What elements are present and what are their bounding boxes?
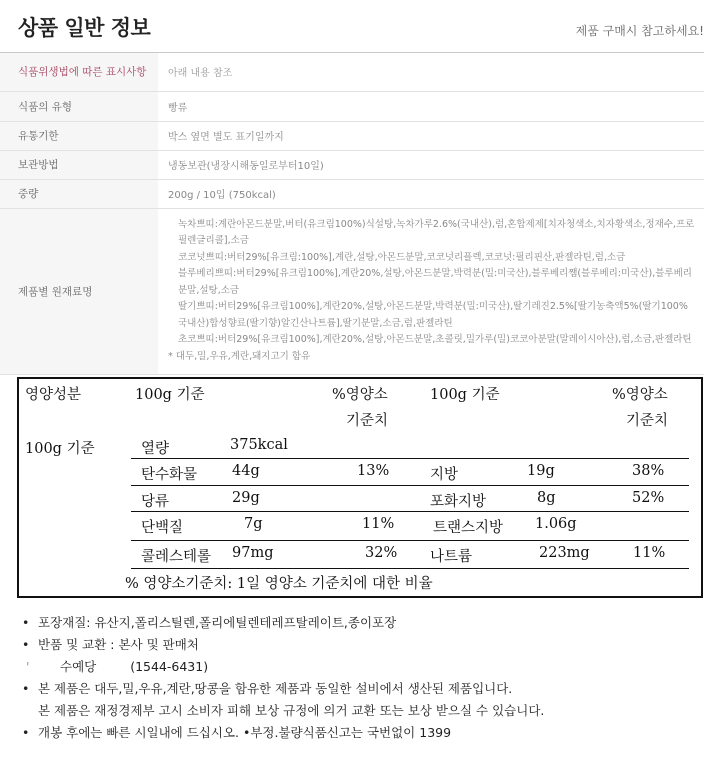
info-label: 제품별 원재료명 (0, 208, 158, 374)
bullet-icon: • (22, 681, 30, 696)
nutrient-dv: 32% (365, 545, 398, 561)
company-phone: (1544-6431) (130, 659, 209, 674)
bullet-icon: • (22, 615, 30, 630)
nutrition-side-basis: 100g 기준 (25, 441, 95, 457)
notice-compensation: 본 제품은 재정경제부 고시 소비자 피해 보상 규정에 의거 교환 또는 보상 받으실 수 있습니다. (38, 703, 545, 718)
notice-list (22, 612, 702, 744)
nutrient-value: 44g (232, 463, 260, 479)
nutrient-label: 콜레스테롤 (141, 549, 212, 565)
nutrient-value: 29g (232, 490, 260, 506)
info-label: 식품위생법에 따른 표시사항 (0, 53, 158, 91)
product-info-table (0, 53, 704, 375)
notice-facility (22, 678, 702, 700)
nutrition-footnote: % 영양소기준치: 1일 영양소 기준치에 대한 비율 (125, 576, 433, 592)
nutrient-dv: 13% (357, 463, 390, 479)
page-header (0, 0, 720, 56)
nutrient-value: 19g (527, 463, 555, 479)
info-row-food-type (0, 91, 704, 121)
info-row-expiry (0, 121, 704, 150)
nutrient-value: 8g (537, 490, 556, 506)
allergen-note: * 대두,밀,우유,계란,돼지고기 함유 (168, 350, 311, 362)
nutrition-dv-header-a-1: %영양소 (332, 387, 388, 403)
bullet-icon: • (22, 725, 30, 740)
calorie-label: 열량 (141, 441, 170, 457)
ingredients-cell (158, 208, 704, 374)
nutrition-basis-b: 100g 기준 (430, 387, 500, 403)
nutrition-dv-header-b-1: %영양소 (612, 387, 668, 403)
page-title: 상품 일반 정보 (18, 16, 151, 40)
info-value: 200g / 10입 (750kcal) (158, 179, 704, 208)
notice-returns (22, 634, 702, 656)
nutrient-label: 나트륨 (430, 549, 473, 565)
nutrition-dv-header-a-2: 기준치 (346, 413, 389, 429)
notice-text: 포장재질: 유산지,폴리스틸렌,폴리에틸렌테레프탈레이트,종이포장 (38, 615, 397, 630)
nutrient-label: 트랜스지방 (433, 520, 504, 536)
nutrient-label: 지방 (430, 467, 459, 483)
nutrient-label: 단백질 (141, 520, 184, 536)
nutrition-row-divider (131, 485, 689, 486)
notice-after-open (22, 722, 702, 744)
ingredient-choco: 초코쁘띠:버터29%[유크림100%],계란20%,설탕,아몬드분말,초콜릿,밀가루(밀)코코아분말(말레이시아산),럼,소금,판젤라틴 (178, 334, 692, 346)
company-name: 수예당 (60, 659, 97, 674)
notice-text: 개봉 후에는 빠른 시일내에 드십시오. •부정.불량식품신고는 국번없이 1399 (38, 725, 452, 740)
nutrition-basis-a: 100g 기준 (135, 387, 205, 403)
tick-mark: ' (26, 659, 30, 674)
calorie-value: 375kcal (230, 437, 288, 453)
nutrition-row-divider (131, 511, 689, 512)
nutrition-row-divider (131, 540, 689, 541)
nutrition-row-divider (131, 458, 689, 459)
info-label: 중량 (0, 179, 158, 208)
nutrition-row-divider (131, 568, 689, 569)
notice-text: 반품 및 교환 : 본사 및 판매처 (38, 637, 199, 652)
nutrient-value: 1.06g (535, 516, 577, 532)
nutrient-value: 97mg (232, 545, 274, 561)
info-label: 식품의 유형 (0, 91, 158, 121)
ingredient-greentea: 녹차쁘띠:계란아몬드분말,버터(유크림100%)식설탕,녹차가루2.6%(국내산),럼,혼합제제[치자청색소,치자황색소,정재수,프로필렌글리콜],소금 (178, 218, 695, 247)
ingredient-coconut: 코코넛쁘띠:버터29%[유크림:100%],계란,설탕,아몬드분말,코코넛리플렉,코코넛:필리핀산,판젤라틴,럼,소금 (178, 251, 626, 263)
nutrient-value: 223mg (539, 545, 590, 561)
notice-text: 본 제품은 대두,밀,우유,계란,땅콩을 함유한 제품과 동일한 설비에서 생산된 제품입니다. (38, 681, 513, 696)
nutrient-label: 탄수화물 (141, 467, 198, 483)
info-label: 유통기한 (0, 121, 158, 150)
purchase-note: 제품 구매시 참고하세요! (575, 24, 704, 38)
bullet-icon: • (22, 637, 30, 652)
info-label: 보관방법 (0, 150, 158, 179)
info-value: 냉동보관(냉장시해동일로부터10일) (158, 150, 704, 179)
nutrient-dv: 11% (362, 516, 395, 532)
nutrient-dv: 38% (632, 463, 665, 479)
ingredient-blueberry: 블루베리쁘띠:버터29%[유크림100%],계란20%,설탕,아몬드분말,박력분(밀:미국산),블루베리쨈(블루베리:미국산),블루베리분말,설탕,소금 (178, 268, 692, 296)
ingredient-strawberry: 딸기쁘띠:버터29%[유크림100%],계란20%,설탕,아몬드분말,박력분(밀:미국산),딸기레진2.5%[딸기농축액5%(딸기100%국내산)합성향료(딸기향)알긴산나트륨],딸기분말,소금,럼,판젤라틴 (178, 301, 688, 329)
nutrition-dv-header-b-2: 기준치 (626, 413, 669, 429)
notice-packaging (22, 612, 702, 634)
info-value: 아래 내용 참조 (158, 53, 704, 91)
nutrient-value: 7g (244, 516, 263, 532)
nutrient-label: 당류 (141, 494, 170, 510)
info-value: 박스 옆면 별도 표기일까지 (158, 121, 704, 150)
info-row-ingredients (0, 208, 704, 374)
nutrition-header-label: 영양성분 (25, 387, 82, 403)
notice-company (22, 656, 702, 678)
nutrition-facts-box (17, 377, 703, 598)
nutrient-label: 포화지방 (430, 494, 487, 510)
nutrient-dv: 11% (633, 545, 666, 561)
info-row-storage (0, 150, 704, 179)
info-row-label-notice (0, 53, 704, 91)
info-row-weight (0, 179, 704, 208)
nutrient-dv: 52% (632, 490, 665, 506)
info-value: 빵류 (158, 91, 704, 121)
